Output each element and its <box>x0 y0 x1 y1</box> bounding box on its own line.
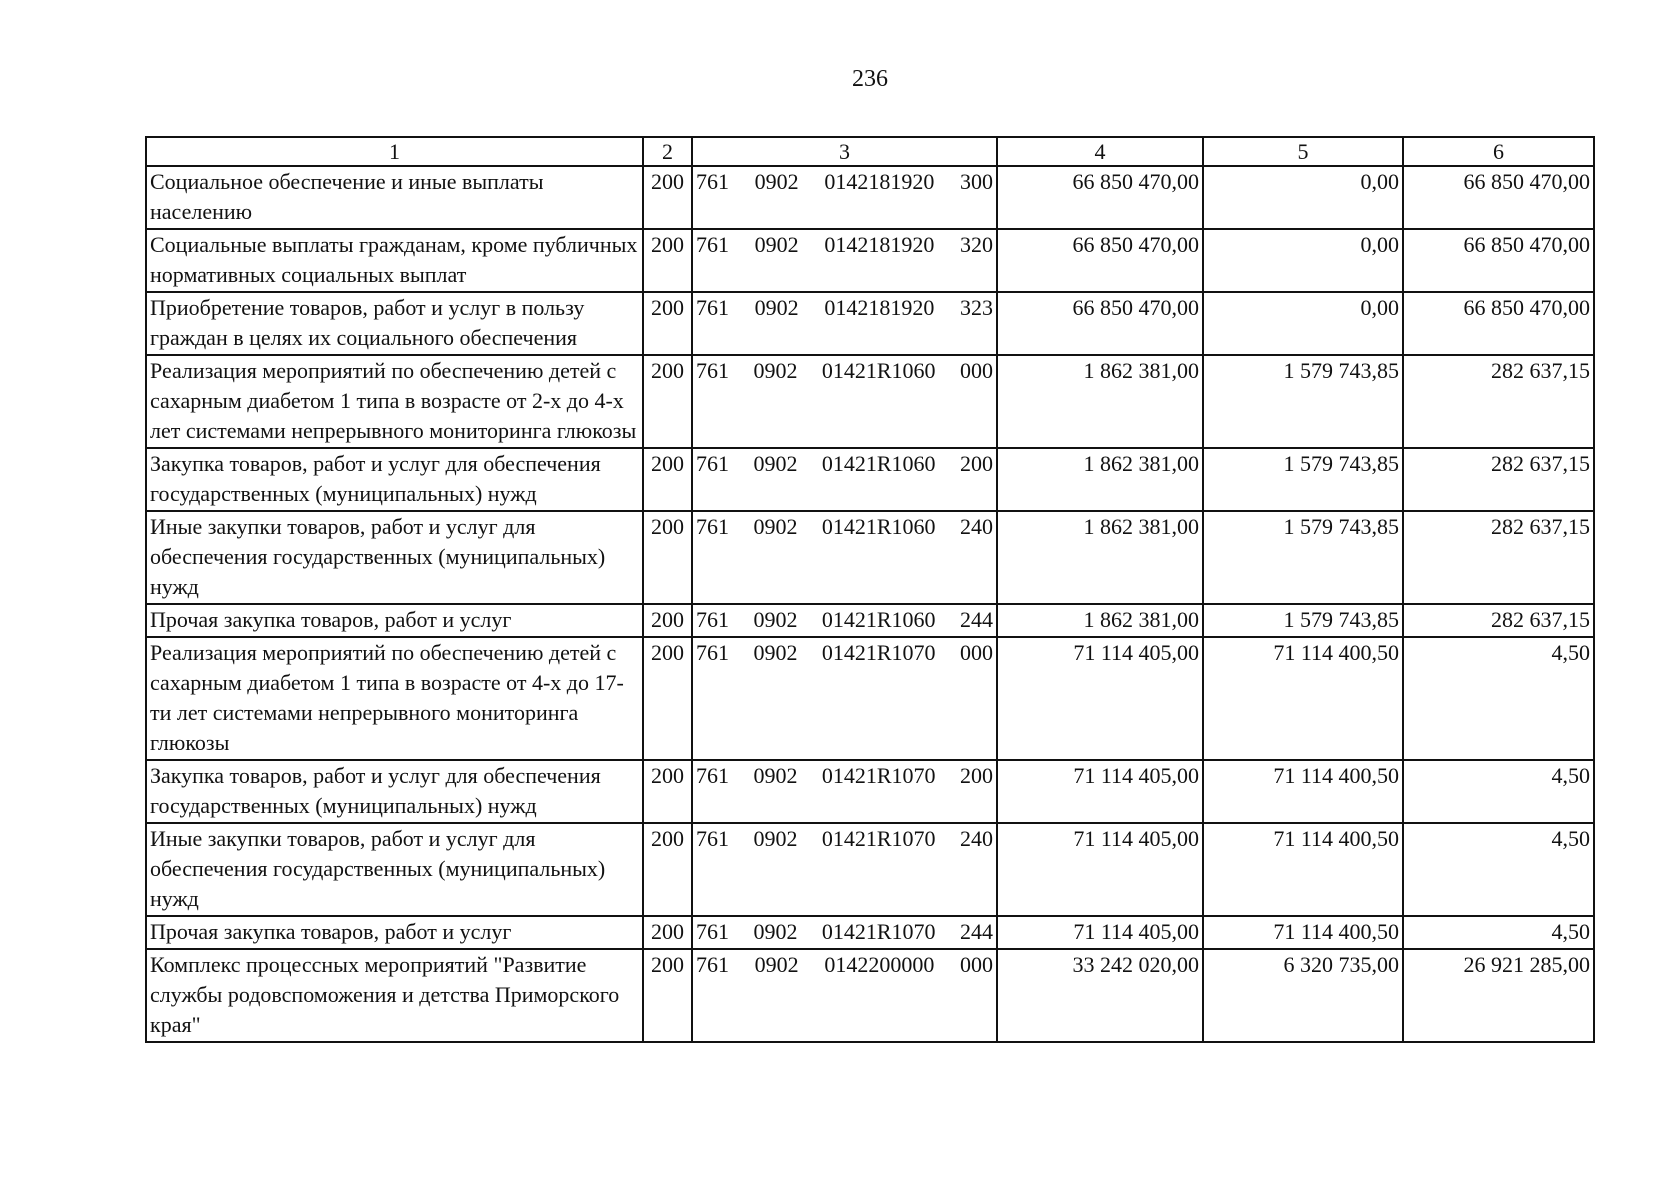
table-row <box>146 511 1594 604</box>
column-6-amount: 4,50 <box>1403 823 1594 916</box>
column-5-amount: 71 114 400,50 <box>1203 916 1403 949</box>
expense-type-code: 323 <box>959 295 993 320</box>
department-code: 761 <box>696 607 729 632</box>
column-header: 1 <box>146 137 643 166</box>
section-code: 0902 <box>754 169 799 194</box>
target-article-code: 01421R1060 <box>821 607 936 632</box>
column-6-amount: 66 850 470,00 <box>1403 166 1594 229</box>
classification-code <box>692 448 997 511</box>
department-code: 761 <box>696 232 729 257</box>
classification-code <box>692 229 997 292</box>
expense-name: Закупка товаров, работ и услуг для обеспечения государственных (муниципальных) нужд <box>146 760 643 823</box>
expense-type-code: 200 <box>960 451 993 476</box>
column-4-amount: 33 242 020,00 <box>997 949 1203 1042</box>
column-4-amount: 66 850 470,00 <box>997 292 1203 355</box>
section-code: 0902 <box>753 607 798 632</box>
expense-type-code: 000 <box>960 358 993 383</box>
column-2-value: 200 <box>643 292 692 355</box>
column-5-amount: 71 114 400,50 <box>1203 823 1403 916</box>
table-row <box>146 292 1594 355</box>
table-row <box>146 823 1594 916</box>
column-4-amount: 71 114 405,00 <box>997 760 1203 823</box>
expense-name: Социальное обеспечение и иные выплаты населению <box>146 166 643 229</box>
column-5-amount: 0,00 <box>1203 166 1403 229</box>
column-4-amount: 71 114 405,00 <box>997 823 1203 916</box>
page-number: 236 <box>852 66 888 92</box>
section-code: 0902 <box>754 952 799 977</box>
column-2-value: 200 <box>643 823 692 916</box>
target-article-code: 01421R1070 <box>821 919 936 944</box>
expense-type-code: 320 <box>959 232 993 257</box>
classification-code <box>692 292 997 355</box>
expense-name: Иные закупки товаров, работ и услуг для обеспечения государственных (муниципальных) нужд <box>146 823 643 916</box>
target-article-code: 01421R1060 <box>821 514 936 539</box>
department-code: 761 <box>696 295 729 320</box>
section-code: 0902 <box>754 295 799 320</box>
column-2-value: 200 <box>643 604 692 637</box>
column-5-amount: 6 320 735,00 <box>1203 949 1403 1042</box>
expense-type-code: 200 <box>960 763 993 788</box>
expense-type-code: 240 <box>960 826 993 851</box>
target-article-code: 0142181920 <box>824 169 935 194</box>
classification-code <box>692 949 997 1042</box>
column-6-amount: 66 850 470,00 <box>1403 292 1594 355</box>
column-5-amount: 0,00 <box>1203 292 1403 355</box>
column-5-amount: 0,00 <box>1203 229 1403 292</box>
expense-type-code: 300 <box>959 169 993 194</box>
table-row <box>146 949 1594 1042</box>
section-code: 0902 <box>753 514 798 539</box>
table-row <box>146 637 1594 760</box>
column-6-amount: 66 850 470,00 <box>1403 229 1594 292</box>
expense-name: Прочая закупка товаров, работ и услуг <box>146 916 643 949</box>
column-4-amount: 66 850 470,00 <box>997 229 1203 292</box>
column-6-amount: 4,50 <box>1403 916 1594 949</box>
column-4-amount: 1 862 381,00 <box>997 448 1203 511</box>
department-code: 761 <box>696 169 729 194</box>
expense-name: Приобретение товаров, работ и услуг в пользу граждан в целях их социального обеспечения <box>146 292 643 355</box>
column-6-amount: 282 637,15 <box>1403 604 1594 637</box>
expense-name: Реализация мероприятий по обеспечению детей с сахарным диабетом 1 типа в возрасте от 4-х до 17-ти лет системами непрерывного мониторинга глюкозы <box>146 637 643 760</box>
column-6-amount: 282 637,15 <box>1403 448 1594 511</box>
section-code: 0902 <box>753 640 798 665</box>
column-2-value: 200 <box>643 166 692 229</box>
expense-type-code: 000 <box>960 640 993 665</box>
column-2-value: 200 <box>643 511 692 604</box>
expense-name: Закупка товаров, работ и услуг для обеспечения государственных (муниципальных) нужд <box>146 448 643 511</box>
column-2-value: 200 <box>643 637 692 760</box>
column-4-amount: 66 850 470,00 <box>997 166 1203 229</box>
department-code: 761 <box>696 514 729 539</box>
column-header: 4 <box>997 137 1203 166</box>
column-2-value: 200 <box>643 916 692 949</box>
classification-code <box>692 511 997 604</box>
column-6-amount: 26 921 285,00 <box>1403 949 1594 1042</box>
column-2-value: 200 <box>643 448 692 511</box>
column-4-amount: 1 862 381,00 <box>997 604 1203 637</box>
table-row <box>146 166 1594 229</box>
column-header: 6 <box>1403 137 1594 166</box>
table-row <box>146 916 1594 949</box>
table-header-row <box>146 137 1594 166</box>
target-article-code: 0142200000 <box>824 952 935 977</box>
column-6-amount: 282 637,15 <box>1403 511 1594 604</box>
column-2-value: 200 <box>643 760 692 823</box>
target-article-code: 01421R1070 <box>821 640 936 665</box>
expense-type-code: 244 <box>960 919 993 944</box>
classification-code <box>692 823 997 916</box>
column-5-amount: 1 579 743,85 <box>1203 355 1403 448</box>
department-code: 761 <box>696 826 729 851</box>
department-code: 761 <box>696 451 729 476</box>
classification-code <box>692 916 997 949</box>
column-6-amount: 282 637,15 <box>1403 355 1594 448</box>
budget-table <box>145 136 1595 1043</box>
column-5-amount: 71 114 400,50 <box>1203 637 1403 760</box>
target-article-code: 01421R1070 <box>821 826 936 851</box>
target-article-code: 0142181920 <box>824 232 935 257</box>
expense-name: Иные закупки товаров, работ и услуг для обеспечения государственных (муниципальных) нужд <box>146 511 643 604</box>
classification-code <box>692 604 997 637</box>
target-article-code: 01421R1060 <box>821 358 936 383</box>
department-code: 761 <box>696 952 729 977</box>
expense-type-code: 000 <box>959 952 993 977</box>
column-header: 3 <box>692 137 997 166</box>
column-6-amount: 4,50 <box>1403 637 1594 760</box>
classification-code <box>692 355 997 448</box>
expense-name: Прочая закупка товаров, работ и услуг <box>146 604 643 637</box>
expense-name: Комплекс процессных мероприятий "Развитие службы родовспоможения и детства Приморского края" <box>146 949 643 1042</box>
column-2-value: 200 <box>643 949 692 1042</box>
column-4-amount: 1 862 381,00 <box>997 355 1203 448</box>
target-article-code: 01421R1060 <box>821 451 936 476</box>
section-code: 0902 <box>754 232 799 257</box>
classification-code <box>692 637 997 760</box>
department-code: 761 <box>696 358 729 383</box>
department-code: 761 <box>696 919 729 944</box>
table-row <box>146 448 1594 511</box>
department-code: 761 <box>696 763 729 788</box>
column-2-value: 200 <box>643 229 692 292</box>
column-5-amount: 1 579 743,85 <box>1203 448 1403 511</box>
column-5-amount: 1 579 743,85 <box>1203 511 1403 604</box>
classification-code <box>692 760 997 823</box>
table-row <box>146 760 1594 823</box>
column-6-amount: 4,50 <box>1403 760 1594 823</box>
table-row <box>146 229 1594 292</box>
table-row <box>146 355 1594 448</box>
section-code: 0902 <box>753 358 798 383</box>
column-5-amount: 71 114 400,50 <box>1203 760 1403 823</box>
column-2-value: 200 <box>643 355 692 448</box>
classification-code <box>692 166 997 229</box>
expense-name: Реализация мероприятий по обеспечению детей с сахарным диабетом 1 типа в возрасте от 2-х до 4-х лет системами непрерывного мониторинга глюкозы <box>146 355 643 448</box>
section-code: 0902 <box>753 763 798 788</box>
expense-type-code: 240 <box>960 514 993 539</box>
column-5-amount: 1 579 743,85 <box>1203 604 1403 637</box>
department-code: 761 <box>696 640 729 665</box>
target-article-code: 0142181920 <box>824 295 935 320</box>
section-code: 0902 <box>753 919 798 944</box>
column-header: 2 <box>643 137 692 166</box>
expense-name: Социальные выплаты гражданам, кроме публичных нормативных социальных выплат <box>146 229 643 292</box>
column-4-amount: 1 862 381,00 <box>997 511 1203 604</box>
target-article-code: 01421R1070 <box>821 763 936 788</box>
table-row <box>146 604 1594 637</box>
section-code: 0902 <box>753 451 798 476</box>
column-4-amount: 71 114 405,00 <box>997 916 1203 949</box>
column-4-amount: 71 114 405,00 <box>997 637 1203 760</box>
expense-type-code: 244 <box>960 607 993 632</box>
column-header: 5 <box>1203 137 1403 166</box>
section-code: 0902 <box>753 826 798 851</box>
